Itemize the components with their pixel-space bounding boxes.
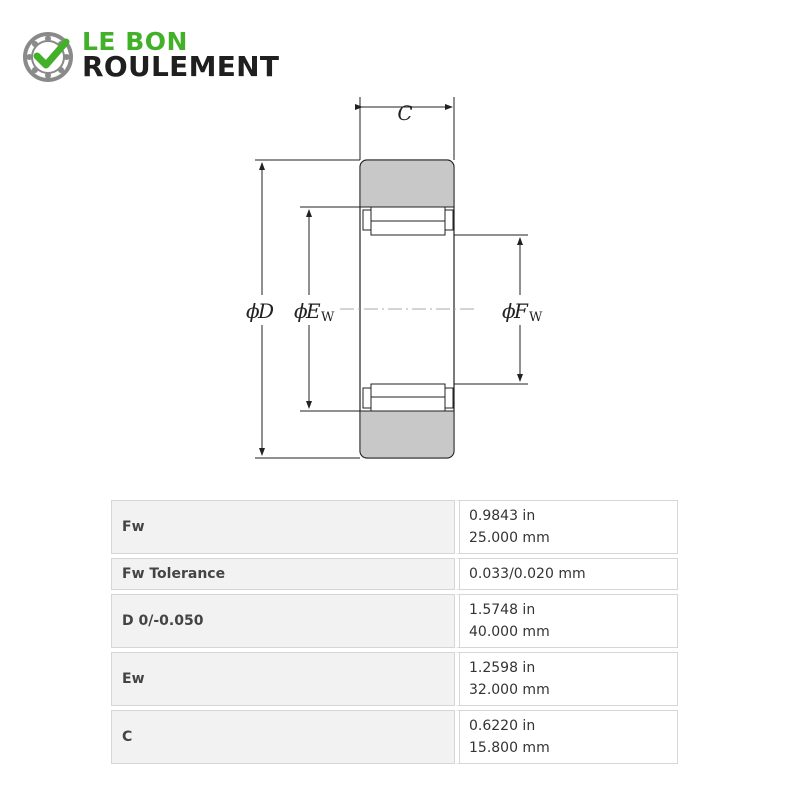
spec-value-line: 40.000 mm (469, 624, 550, 640)
brand-name-line1: LE BON (82, 27, 188, 56)
spec-value-line: 1.2598 in (469, 660, 536, 676)
spec-label: C (111, 710, 455, 764)
specs-table (111, 496, 678, 768)
phi-ew: ϕ (294, 299, 308, 323)
spec-label: Fw Tolerance (111, 558, 455, 590)
spec-value-line: 0.033/0.020 mm (469, 566, 586, 582)
brand-name-line2: ROULEMENT (82, 50, 280, 83)
spec-value (455, 710, 678, 764)
spec-label: Fw (111, 500, 455, 554)
phi-d: ϕ (246, 299, 260, 323)
needle-roller-bottom (363, 384, 453, 411)
spec-row (111, 594, 678, 648)
label-ew: E (306, 299, 321, 323)
label-ew-sub: W (321, 310, 335, 325)
spec-label: D 0/-0.050 (111, 594, 455, 648)
spec-row (111, 500, 678, 554)
spec-label: Ew (111, 652, 455, 706)
spec-row (111, 710, 678, 764)
label-d: D (258, 299, 275, 323)
spec-value-line: 25.000 mm (469, 530, 550, 546)
spec-value-line: 0.6220 in (469, 718, 536, 734)
needle-roller-top (363, 207, 453, 235)
label-c: C (397, 101, 413, 125)
spec-row (111, 652, 678, 706)
spec-value-line: 32.000 mm (469, 682, 550, 698)
spec-value (455, 558, 678, 590)
label-fw: F (514, 299, 528, 323)
spec-value-line: 15.800 mm (469, 740, 550, 756)
spec-value-line: 0.9843 in (469, 508, 536, 524)
spec-row (111, 558, 678, 590)
spec-value (455, 594, 678, 648)
spec-value (455, 652, 678, 706)
dimension-c (360, 97, 454, 160)
label-fw-sub: W (529, 310, 543, 325)
spec-value (455, 500, 678, 554)
phi-fw: ϕ (502, 299, 516, 323)
spec-value-line: 1.5748 in (469, 602, 536, 618)
